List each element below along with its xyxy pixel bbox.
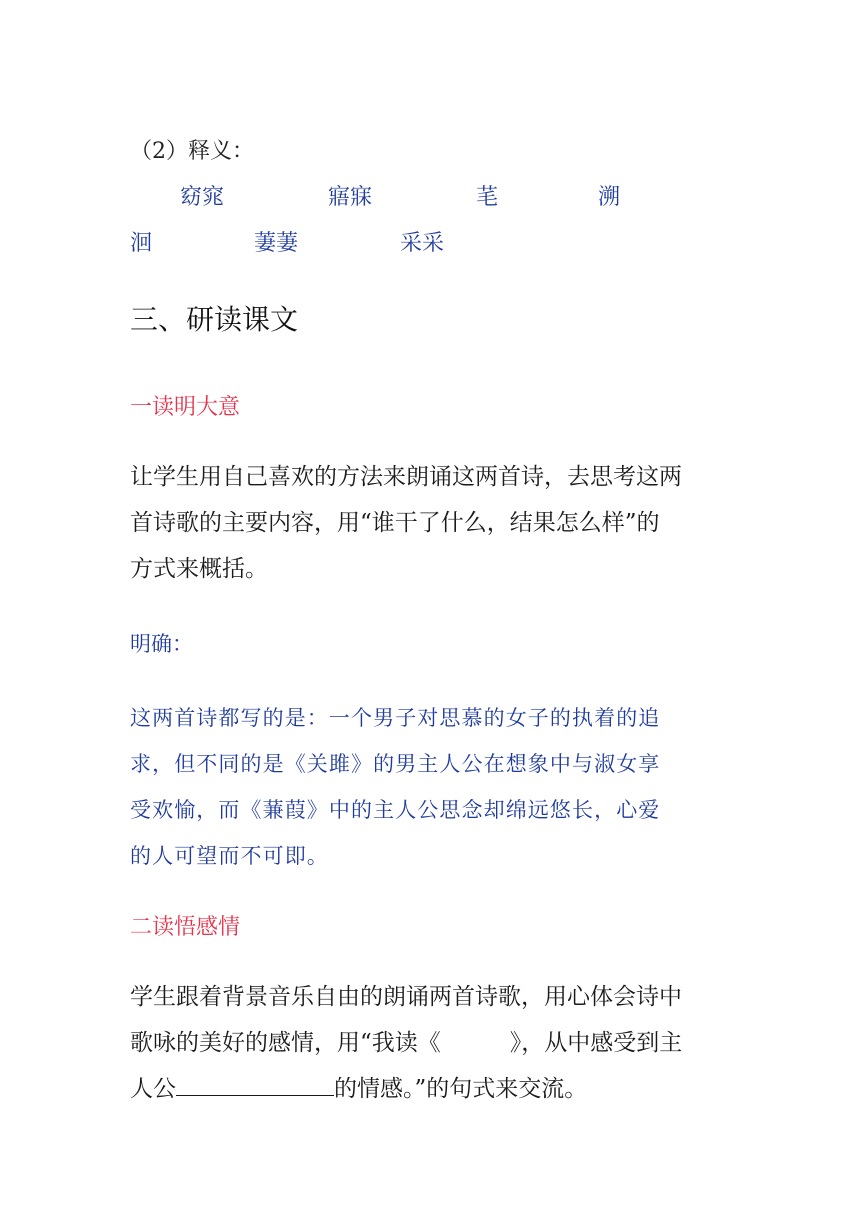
term-su: 溯	[598, 185, 621, 210]
part2-line: 学生跟着背景音乐自由的朗诵两首诗歌，用心体会诗中	[130, 984, 682, 1010]
part1-line: 方式来概括。	[130, 556, 268, 582]
section-heading: 三、研读课文	[130, 303, 299, 336]
part2-paragraph	[130, 974, 735, 1112]
answer-line: 求，但不同的是《关雎》的男主人公在想象中与淑女享	[130, 752, 661, 776]
part1-title: 一读明大意	[130, 395, 241, 420]
term-qiqi: 萋萋	[254, 231, 299, 256]
part2-last-suffix: 的情感。”的句式来交流。	[334, 1076, 588, 1102]
term-hui: 洄	[130, 231, 153, 256]
part2-title: 二读悟感情	[130, 915, 241, 940]
term-yaotiao: 窈窕	[180, 185, 225, 210]
term-mao: 芼	[476, 185, 499, 210]
part1-line: 让学生用自己喜欢的方法来朗诵这两首诗，去思考这两	[130, 464, 682, 490]
part1-paragraph	[130, 454, 735, 592]
part2-last-line	[130, 1066, 735, 1112]
term-wumei: 寤寐	[328, 185, 373, 210]
part2-line: 歌咏的美好的感情，用“我读《 》，从中感受到主	[130, 1030, 683, 1056]
answer-line: 的人可望而不可即。	[130, 844, 329, 868]
answer-line: 受欢愉，而《蒹葭》中的主人公思念却绵远悠长，心爱	[130, 798, 661, 822]
answer-line: 这两首诗都写的是：一个男子对思慕的女子的执着的追	[130, 706, 661, 730]
answer-paragraph	[130, 695, 735, 879]
part1-line: 首诗歌的主要内容，用“谁干了什么，结果怎么样”的	[130, 510, 660, 536]
fill-in-blank	[176, 1073, 334, 1096]
section-label: （2）释义：	[130, 139, 254, 164]
term-caicai: 采采	[400, 231, 445, 256]
answer-label: 明确：	[130, 632, 193, 656]
part2-last-prefix: 人公	[130, 1076, 176, 1102]
